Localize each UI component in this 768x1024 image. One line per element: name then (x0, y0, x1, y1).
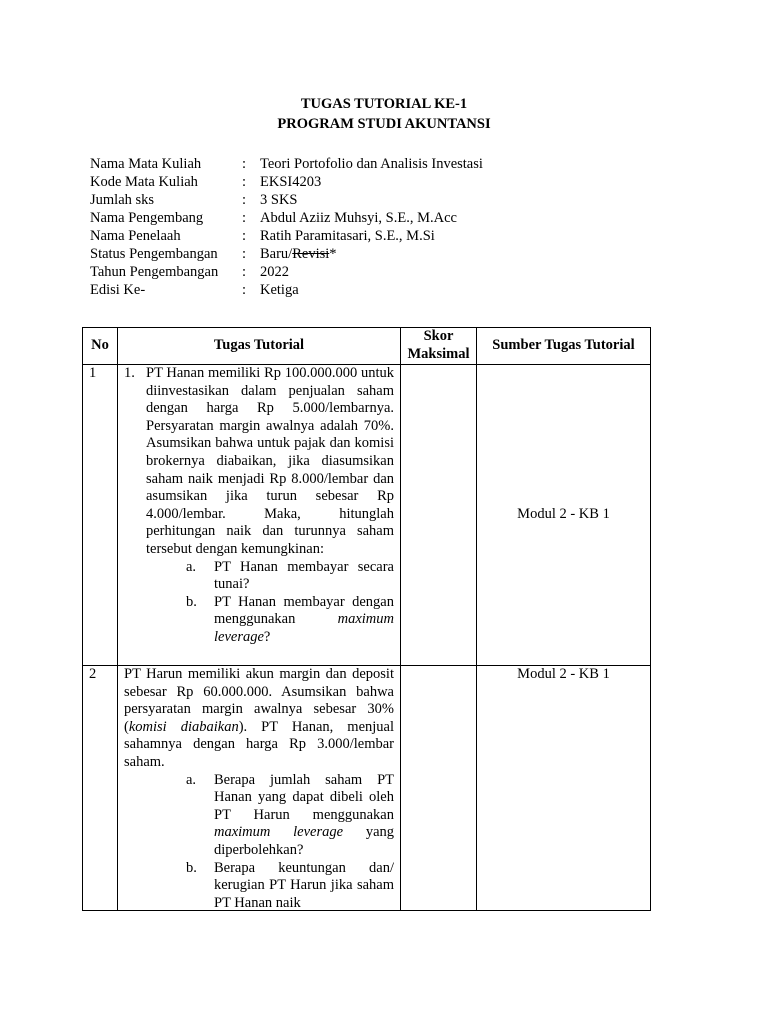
meta-value: Ketiga (260, 282, 299, 298)
header-no: No (83, 328, 118, 365)
meta-colon: : (242, 156, 247, 172)
meta-colon: : (242, 246, 247, 262)
max-score-cell (401, 666, 477, 911)
row-number: 1 (83, 365, 118, 666)
task-item (124, 365, 394, 559)
header-max-score: Skor Maksimal (401, 328, 477, 365)
meta-label: Tahun Pengembangan (90, 264, 219, 280)
meta-row-developer (90, 209, 483, 227)
subitem-text-italic: maximum leverage (214, 611, 394, 645)
course-info (90, 155, 483, 299)
status-new: Baru/ (260, 246, 293, 262)
meta-value: EKSI4203 (260, 174, 322, 190)
task-text: PT Hanan memiliki Rp 100.000.000 untuk diinvestasikan dalam penjualan saham dengan harga Rp 5.000/lembarnya. Persyaratan margin awalnya adalah 70%. Asumsikan bahwa untuk pajak dan komisi brokernya diabaikan, jika diasumsikan saham naik menjadi Rp 8.000/lembar dan asumsikan jika turun sebesar Rp 4.000/lembar. Maka, hitunglah perhitungan naik dan turunnya saham tersebut dengan kemungkinan: (146, 365, 394, 557)
source-cell: Modul 2 - KB 1 (477, 666, 651, 911)
meta-value (260, 245, 337, 263)
task-subitem (124, 772, 394, 860)
meta-colon: : (242, 174, 247, 190)
task-subitem (124, 594, 394, 647)
meta-colon: : (242, 264, 247, 280)
table-header-row (83, 328, 651, 365)
max-score-cell (401, 365, 477, 666)
subitem-text-plain: Berapa jumlah saham PT Hanan yang dapat dibeli oleh PT Harun menggunakan (214, 771, 394, 823)
meta-label: Edisi Ke- (90, 282, 146, 298)
meta-row-reviewer (90, 227, 483, 245)
meta-row-status (90, 245, 483, 263)
header-task: Tugas Tutorial (118, 328, 401, 365)
meta-colon: : (242, 192, 247, 208)
meta-label: Kode Mata Kuliah (90, 174, 198, 190)
document-title: TUGAS TUTORIAL KE-1 (300, 96, 468, 112)
subitem-text (214, 772, 394, 860)
meta-label: Nama Pengembang (90, 210, 204, 226)
task-item-number: 1. (124, 365, 135, 381)
meta-row-year (90, 263, 483, 281)
subitem-text-italic: maximum leverage (214, 824, 344, 841)
subitem-text-plain: PT Hanan membayar dengan menggunakan (214, 593, 394, 628)
meta-value: Ratih Paramitasari, S.E., M.Si (260, 228, 435, 244)
task-text-part: PT Harun memiliki akun margin dan deposit sebesar Rp 60.000.000. Asumsikan bahwa persyaratan margin awalnya sebesar 30% ( (124, 666, 394, 735)
table-row (83, 666, 651, 911)
table-row (83, 365, 651, 666)
meta-row-course-name (90, 155, 483, 173)
subitem-text-after: yang diperbolehkan? (214, 824, 394, 858)
task-cell (118, 365, 401, 666)
subitem-text: Berapa keuntungan dan/ kerugian PT Harun jika saham PT Hanan naik (214, 859, 394, 910)
status-revision-struck: Revisi (292, 246, 330, 262)
meta-label: Nama Penelaah (90, 228, 181, 244)
row-number: 2 (83, 666, 118, 911)
meta-label: Jumlah sks (90, 192, 155, 208)
subitem-letter: a. (186, 771, 197, 788)
subitem-text (214, 594, 394, 647)
meta-colon: : (242, 282, 247, 298)
task-subitem (124, 559, 394, 594)
task-subitem (124, 860, 394, 910)
meta-colon: : (242, 210, 247, 226)
meta-row-course-code (90, 173, 483, 191)
task-text (124, 666, 394, 772)
meta-row-edition (90, 281, 483, 299)
document-subtitle: PROGRAM STUDI AKUNTANSI (277, 116, 491, 132)
meta-value: 2022 (260, 264, 289, 280)
meta-colon: : (242, 228, 247, 244)
status-asterisk: * (329, 246, 337, 262)
tutorial-task-table (82, 327, 651, 911)
subitem-text-after: ? (263, 628, 271, 645)
meta-value: Abdul Aziiz Muhsyi, S.E., M.Acc (260, 210, 457, 226)
subitem-letter: b. (186, 859, 197, 876)
meta-label: Nama Mata Kuliah (90, 156, 202, 172)
task-cell (118, 666, 401, 911)
source-cell: Modul 2 - KB 1 (477, 365, 651, 666)
meta-value: 3 SKS (260, 192, 298, 208)
task-text-italic: komisi diabaikan (128, 718, 239, 735)
header-source: Sumber Tugas Tutorial (477, 328, 651, 365)
meta-row-credits (90, 191, 483, 209)
meta-label: Status Pengembangan (90, 246, 218, 262)
meta-value: Teori Portofolio dan Analisis Investasi (260, 156, 483, 172)
task-cell-content (124, 666, 394, 910)
subitem-text: PT Hanan membayar secara tunai? (214, 558, 394, 593)
subitem-letter: b. (186, 593, 197, 610)
subitem-letter: a. (186, 558, 197, 575)
task-text-part: ). PT Hanan, menjual sahamnya dengan harga Rp 3.000/lembar saham. (124, 718, 394, 770)
